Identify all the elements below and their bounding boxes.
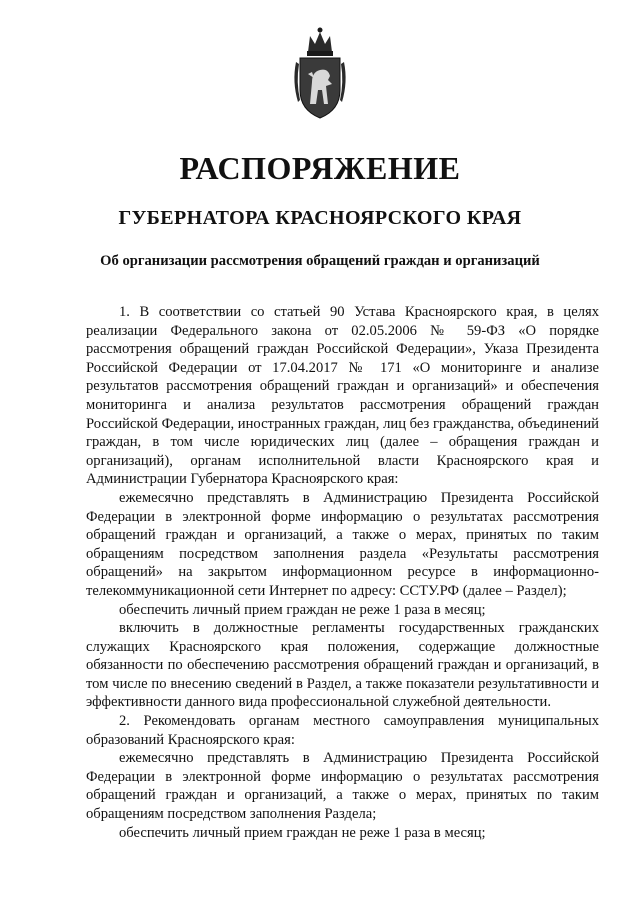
document-title: РАСПОРЯЖЕНИЕ — [179, 150, 461, 186]
document-issuer: ГУБЕРНАТОРА КРАСНОЯРСКОГО КРАЯ — [118, 207, 522, 229]
paragraph: обеспечить личный прием граждан не реже 1 раза в месяц; — [119, 601, 486, 618]
document-body — [86, 303, 599, 842]
paragraph: ежемесячно представлять в Администрацию Президента Российской Федерации в электронной форме информацию о результатах рассмотрения обращений граждан и организаций, а также о мерах, принятых по таким обращениям посредством заполнения Раздела; — [86, 750, 599, 823]
paragraph: ежемесячно представлять в Администрацию Президента Российской Федерации в электронной форме информацию о результатах рассмотрения обращений граждан и организаций, а также о мерах, принятых по таким обращениям посредством заполнения раздела «Результаты рассмотрения обращений» на закрытом информационном ресурсе в информационно-телекоммуникационной сети Интернет по адресу: ССТУ.РФ (далее – Раздел); — [86, 489, 599, 599]
paragraph: включить в должностные регламенты государственных гражданских служащих Красноярского края положения, содержащие должностные обязанности по обеспечению рассмотрения обращений граждан и организаций, в том числе по внесению сведений в Раздел, а также показатели результативности и эффективности данного вида профессиональной служебной деятельности. — [86, 620, 599, 711]
paragraph: 2. Рекомендовать органам местного самоуправления муниципальных образований Красноярского края: — [86, 713, 599, 748]
paragraph: 1. В соответствии со статьей 90 Устава Красноярского края, в целях реализации Федерального закона от 02.05.2006 № 59-ФЗ «О порядке рассмотрения обращений граждан Российской Федерации», Указа Президента Российской Федерации от 17.04.2017 № 171 «О мониторинге и анализе результатов рассмотрения обращений граждан и организаций» и обеспечения мониторинга и анализа результатов рассмотрения обращений граждан Российской Федерации, иностранных граждан, лиц без гражданства, объединений граждан, в том числе юридических лиц (далее – обращения граждан и организаций), органам исполнительной власти Красноярского края и Администрации Губернатора Красноярского края: — [86, 304, 599, 488]
paragraph: обеспечить личный прием граждан не реже 1 раза в месяц; — [119, 824, 486, 841]
document-heading: Об организации рассмотрения обращений граждан и организаций — [100, 253, 540, 269]
krasnoyarsk-krai-coat-of-arms-icon — [290, 22, 350, 120]
